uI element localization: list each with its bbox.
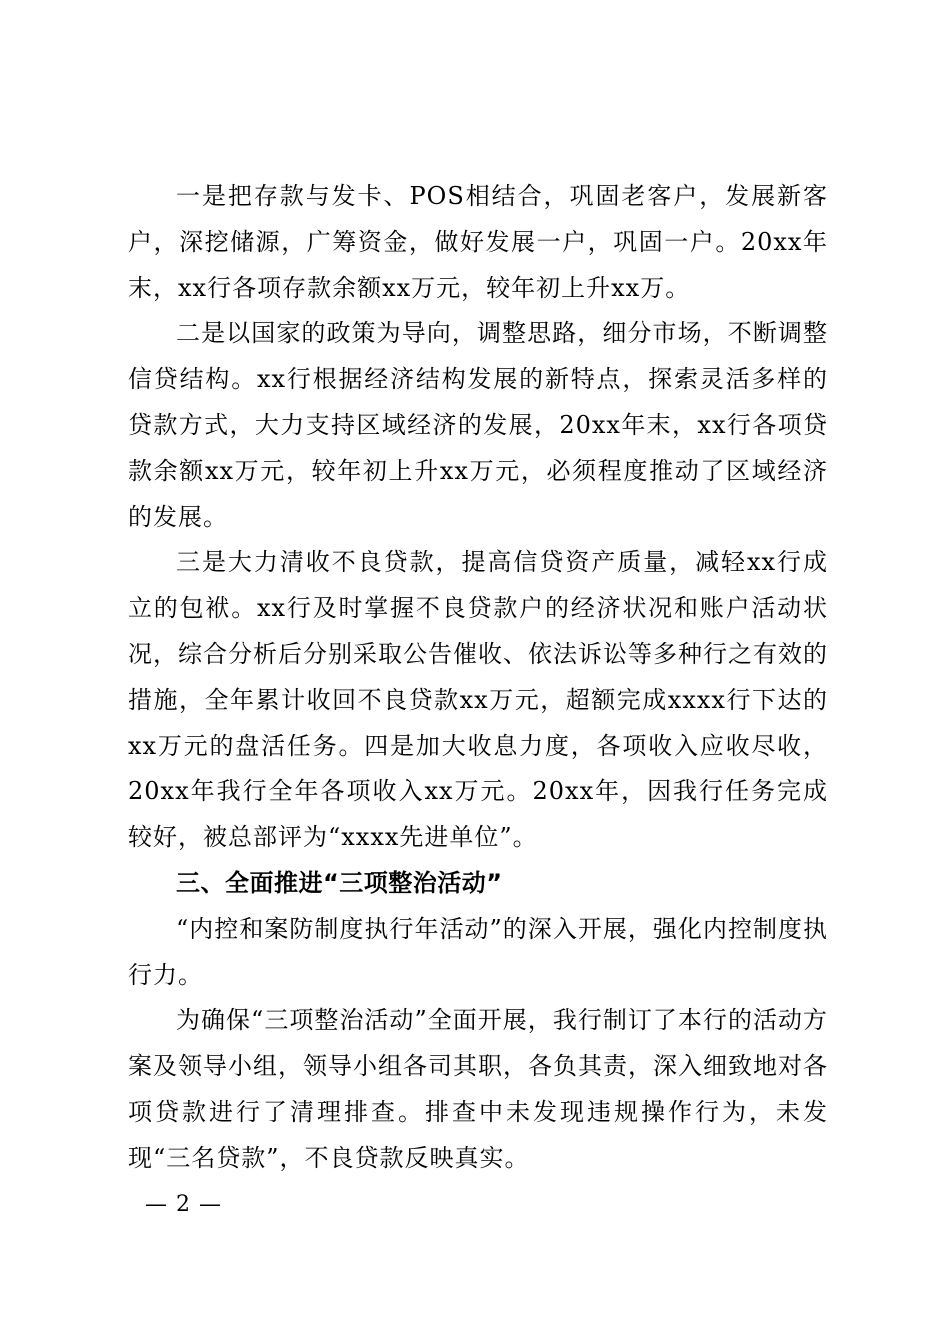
paragraph-credit-structure: 二是以国家的政策为导向，调整思路，细分市场，不断调整信贷结构。xx行根据经济结构发展的新特点，探索灵活多样的贷款方式，大力支持区域经济的发展，20xx年末，xx行各项贷款余额xx万元，较年初上升xx万元，必须程度推动了区域经济的发展。 bbox=[128, 319, 828, 531]
paragraph-rectification: 为确保“三项整治活动”全面开展，我行制订了本行的活动方案及领导小组，领导小组各司其职，各负其责，深入细致地对各项贷款进行了清理排查。排查中未发现违规操作行为，未发现“三名贷款”，不良贷款反映真实。 bbox=[128, 1006, 828, 1172]
page-number: — 2 — bbox=[145, 1192, 222, 1217]
paragraph-deposits: 一是把存款与发卡、POS相结合，巩固老客户，发展新客户，深挖储源，广筹资金，做好发展一户，巩固一户。20xx年末，xx行各项存款余额xx万元，较年初上升xx万。 bbox=[128, 182, 828, 302]
paragraph-internal-control: “内控和案防制度执行年活动”的深入开展，强化内控制度执行力。 bbox=[128, 914, 828, 989]
document-body bbox=[128, 174, 828, 1182]
section-heading: 三、全面推进“三项整治活动” bbox=[176, 868, 503, 897]
paragraph-bad-loans: 三是大力清收不良贷款，提高信贷资产质量，减轻xx行成立的包袱。xx行及时掌握不良贷款户的经济状况和账户活动状况，综合分析后分别采取公告催收、依法诉讼等多种行之有效的措施，全年累计收回不良贷款xx万元，超额完成xxxx行下达的xx万元的盘活任务。四是加大收息力度，各项收入应收尽收，20xx年我行全年各项收入xx万元。20xx年，因我行任务完成较好，被总部评为“xxxx先进单位”。 bbox=[128, 548, 828, 852]
